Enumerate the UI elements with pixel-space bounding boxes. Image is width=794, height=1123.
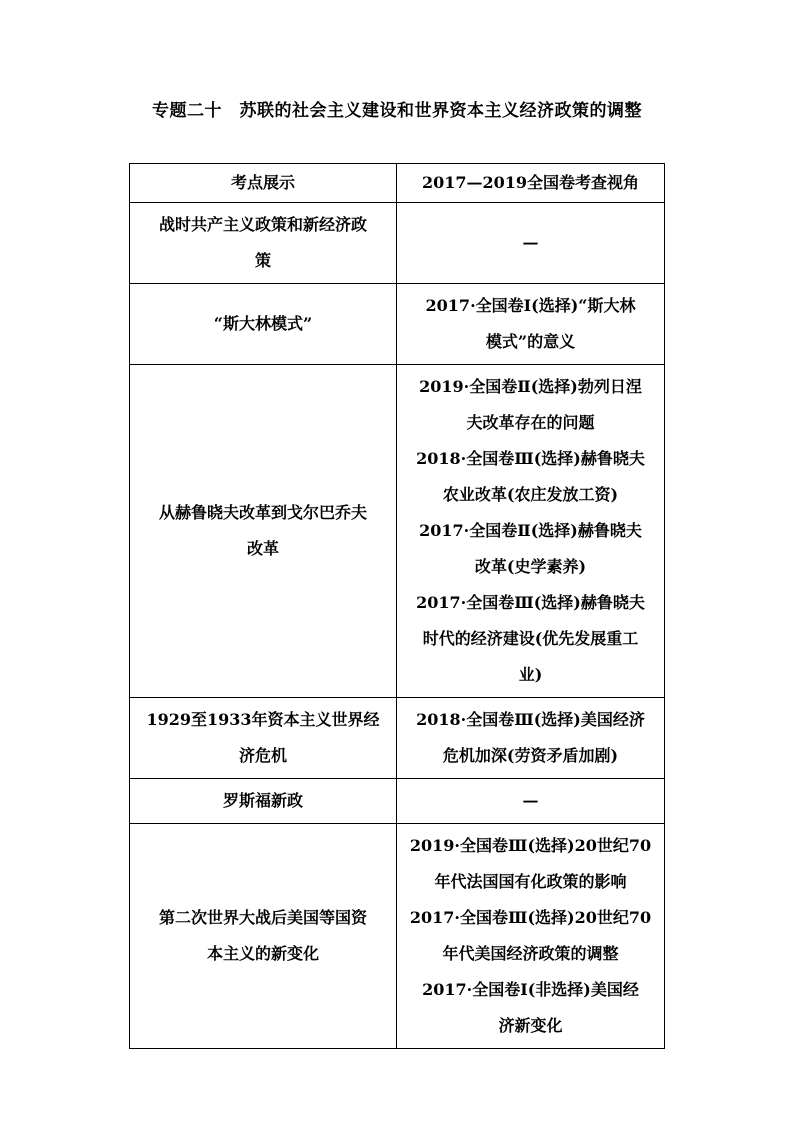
topic-line: 罗斯福新政	[222, 791, 303, 810]
exam-view-cell	[397, 365, 665, 698]
table-row	[130, 698, 665, 779]
table-row	[130, 284, 665, 365]
exam-view-line: 2019·全国卷Ⅱ(选择)勃列日涅	[419, 377, 642, 396]
topic-cell	[130, 284, 397, 365]
exam-view-line: 2018·全国卷Ⅲ(选择)美国经济	[416, 710, 645, 729]
exam-view-line: 2017·全国卷Ⅰ(非选择)美国经	[422, 980, 639, 999]
exam-view-line: 2019·全国卷Ⅲ(选择)20世纪70	[409, 836, 652, 855]
exam-view-line: 2017·全国卷Ⅰ(选择)“斯大林	[425, 296, 636, 315]
topic-line: “斯大林模式”	[213, 314, 313, 333]
exam-view-line: 夫改革存在的问题	[466, 413, 595, 432]
table-row	[130, 203, 665, 284]
exam-view-line: 2017·全国卷Ⅲ(选择)赫鲁晓夫	[416, 593, 645, 612]
exam-view-line: 2018·全国卷Ⅲ(选择)赫鲁晓夫	[416, 449, 645, 468]
table-row	[130, 365, 665, 698]
exam-topic-table	[129, 163, 665, 1049]
topic-line: 1929至1933年资本主义世界经	[146, 710, 380, 729]
exam-view-line: 改革(史学素养)	[474, 557, 587, 576]
topic-line: 第二次世界大战后美国等国资	[158, 908, 367, 927]
table-header-row	[130, 164, 665, 203]
exam-view-line: 危机加深(劳资矛盾加剧)	[442, 746, 619, 765]
exam-view-cell	[397, 824, 665, 1049]
exam-view-cell	[397, 203, 665, 284]
table-row	[130, 779, 665, 824]
exam-view-line: 济新变化	[498, 1016, 563, 1035]
exam-view-cell	[397, 284, 665, 365]
topic-line: 战时共产主义政策和新经济政	[158, 215, 367, 234]
topic-cell	[130, 698, 397, 779]
exam-view-line: 年代美国经济政策的调整	[442, 944, 619, 963]
exam-view-line: 2017·全国卷Ⅲ(选择)20世纪70	[409, 908, 652, 927]
exam-view-line: —	[522, 791, 539, 810]
exam-view-cell	[397, 779, 665, 824]
exam-view-line: —	[522, 233, 539, 252]
exam-view-line: 2017·全国卷Ⅱ(选择)赫鲁晓夫	[419, 521, 642, 540]
topic-cell	[130, 365, 397, 698]
page-title: 专题二十 苏联的社会主义建设和世界资本主义经济政策的调整	[152, 101, 642, 121]
topic-cell	[130, 203, 397, 284]
exam-view-cell	[397, 698, 665, 779]
header-topic: 考点展示	[130, 164, 397, 203]
exam-view-line: 时代的经济建设(优先发展重工	[422, 629, 639, 648]
topic-line: 本主义的新变化	[206, 944, 319, 963]
topic-line: 改革	[246, 539, 279, 558]
topic-line: 策	[254, 251, 271, 270]
exam-view-line: 业)	[518, 665, 543, 684]
exam-view-line: 模式”的意义	[485, 332, 576, 351]
topic-line: 从赫鲁晓夫改革到戈尔巴乔夫	[158, 503, 367, 522]
topic-cell	[130, 779, 397, 824]
exam-view-line: 农业改革(农庄发放工资)	[442, 485, 619, 504]
topic-line: 济危机	[238, 746, 287, 765]
exam-view-line: 年代法国国有化政策的影响	[434, 872, 627, 891]
topic-cell	[130, 824, 397, 1049]
table-row	[130, 824, 665, 1049]
header-exam-view: 2017—2019全国卷考查视角	[397, 164, 665, 203]
